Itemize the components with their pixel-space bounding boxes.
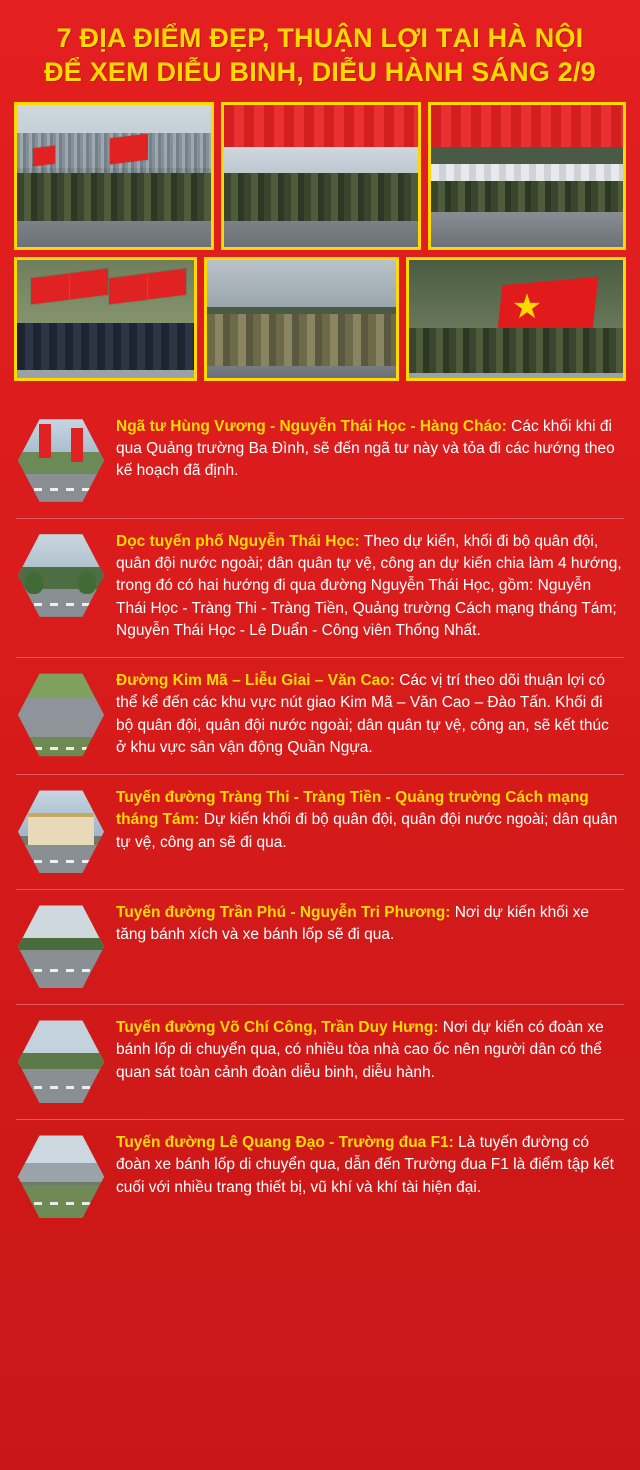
thumbnail-le-quang-dao-f1-track xyxy=(18,1134,104,1220)
item-body: Các vị trí theo dõi thuận lợi có thể kể đến các khu vực nút giao Kim Mã – Văn Cao – Đào Tấn. Khối đi bộ quân đội, quân đội nước ngoài; dân quân tự vệ, công an, sẽ kết thúc ở khu vực sân vận động Quần Ngựa. xyxy=(116,671,609,757)
page-title xyxy=(18,22,622,90)
list-item[interactable] xyxy=(16,404,624,519)
list-item[interactable] xyxy=(16,775,624,890)
item-lead: Tuyến đường Lê Quang Đạo - Trường đua F1: xyxy=(116,1133,454,1151)
item-lead: Đường Kim Mã – Liễu Giai – Văn Cao: xyxy=(116,671,395,689)
collage-row-bottom xyxy=(14,257,626,381)
item-body: Là tuyến đường có đoàn xe bánh lốp di chuyển qua, dẫn đến Trường đua F1 là điểm tập kết cuối với nhiều trang thiết bị, vũ khí và khí tài hiện đại. xyxy=(116,1133,614,1196)
item-lead: Tuyến đường Võ Chí Công, Trần Duy Hưng: xyxy=(116,1018,439,1036)
item-lead: Dọc tuyến phố Nguyễn Thái Học: xyxy=(116,532,360,550)
thumbnail-tran-phu-nguyen-tri-phuong-street xyxy=(18,904,104,990)
photo-military-block-marching xyxy=(221,102,421,250)
item-body: Nơi dự kiến có đoàn xe bánh lốp di chuyển qua, có nhiều tòa nhà cao ốc nên người dân có thể quan sát toàn cảnh đoàn diễu binh, diễu hành. xyxy=(116,1018,604,1081)
item-text xyxy=(116,1132,622,1199)
photo-red-flag-bearers xyxy=(14,257,197,381)
item-text xyxy=(116,1017,622,1084)
collage-row-top xyxy=(14,102,626,250)
item-text xyxy=(116,531,622,643)
thumbnail-street-intersection-banner xyxy=(18,418,104,504)
photo-soldiers-marching-camouflage xyxy=(204,257,399,381)
title-line-1: 7 ĐỊA ĐIỂM ĐẸP, THUẬN LỢI TẠI HÀ NỘI xyxy=(56,23,584,53)
title-line-2: ĐỂ XEM DIỄU BINH, DIỄU HÀNH SÁNG 2/9 xyxy=(44,56,596,87)
item-text xyxy=(116,416,622,483)
thumbnail-opera-house-trang-tien xyxy=(18,789,104,875)
item-body: Nơi dự kiến khối xe tăng bánh xích và xe bánh lốp sẽ đi qua. xyxy=(116,903,589,944)
photo-honor-guard-white-uniform xyxy=(428,102,626,250)
item-lead: Tuyến đường Tràng Thi - Tràng Tiền - Quảng trường Cách mạng tháng Tám: xyxy=(116,788,589,829)
thumbnail-vo-chi-cong-tran-duy-hung-street xyxy=(18,1019,104,1105)
item-body: Dự kiến khối đi bộ quân đội, quân đội nước ngoài; dân quân tự vệ, công an sẽ đi qua. xyxy=(116,811,618,851)
list-item[interactable] xyxy=(16,890,624,1005)
item-text xyxy=(116,902,622,947)
item-body: Theo dự kiến, khối đi bộ quân đội, quân đội nước ngoài; dân quân tự vệ, công an dự kiến chia làm 4 hướng, trong đó có hai hướng đi qua đường Nguyễn Thái Học, gồm: Nguyễn Thái Học - Tràng Thi - Tràng Tiền, Quảng trường Cách mạng tháng Tám; Nguyễn Thái Học - Lê Duẩn - Công viên Thống Nhất. xyxy=(116,532,622,640)
item-text xyxy=(116,787,622,854)
item-lead: Tuyến đường Trần Phú - Nguyễn Tri Phương: xyxy=(116,903,451,921)
list-item[interactable] xyxy=(16,519,624,658)
photo-parade-column-flag xyxy=(14,102,214,250)
thumbnail-kim-ma-lieu-giai-van-cao-road xyxy=(18,672,104,758)
location-list xyxy=(0,388,640,1256)
item-body: Các khối khi đi qua Quảng trường Ba Đình, sẽ đến ngã tư này và tỏa đi các hướng theo kế hoạch đã định. xyxy=(116,417,615,480)
photo-collage xyxy=(0,102,640,381)
item-text xyxy=(116,670,622,760)
header xyxy=(0,0,640,102)
item-lead: Ngã tư Hùng Vương - Nguyễn Thái Học - Hàng Cháo: xyxy=(116,417,507,435)
photo-national-flag-parade: ★ xyxy=(406,257,626,381)
list-item[interactable] xyxy=(16,1120,624,1234)
list-item[interactable] xyxy=(16,658,624,775)
thumbnail-nguyen-thai-hoc-street xyxy=(18,533,104,619)
list-item[interactable] xyxy=(16,1005,624,1120)
